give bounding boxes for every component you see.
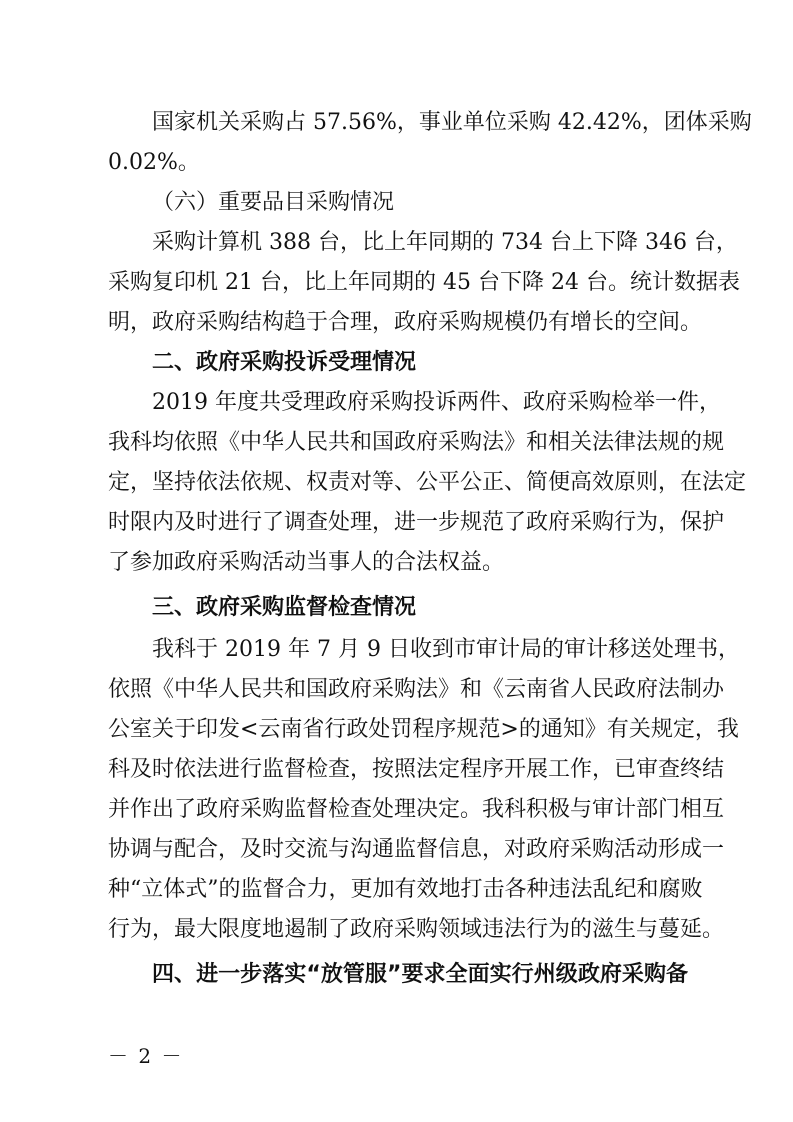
paragraph-line: 采购复印机 21 台，比上年同期的 45 台下降 24 台。统计数据表 (108, 270, 740, 295)
section-heading: 四、进一步落实“放管服”要求全面实行州级政府采购备 (152, 962, 688, 987)
paragraph-line: 明，政府采购结构趋于合理，政府采购规模仍有增长的空间。 (108, 310, 703, 335)
paragraph-line: 了参加政府采购活动当事人的合法权益。 (108, 550, 505, 575)
paragraph-line: 定，坚持依法依规、权责对等、公平公正、简便高效原则，在法定 (108, 470, 747, 495)
paragraph-line: 时限内及时进行了调查处理，进一步规范了政府采购行为，保护 (108, 510, 725, 535)
paragraph-line: 科及时依法进行监督检查，按照法定程序开展工作，已审查终结 (108, 757, 725, 782)
paragraph-line: 采购计算机 388 台，比上年同期的 734 台上下降 346 台， (152, 230, 738, 255)
paragraph-line: 协调与配合，及时交流与沟通监督信息，对政府采购活动形成一 (108, 837, 725, 862)
paragraph-line: 公室关于印发<云南省行政处罚程序规范>的通知》有关规定，我 (108, 717, 739, 742)
section-heading: 三、政府采购监督检查情况 (152, 595, 417, 620)
paragraph-line: 种“立体式”的监督合力，更加有效地打击各种违法乱纪和腐败 (108, 877, 703, 902)
paragraph-line: 0.02%。 (108, 150, 200, 175)
paragraph-line: 我科于 2019 年 7 月 9 日收到市审计局的审计移送处理书， (152, 637, 740, 662)
page-number: － 2 － (108, 1044, 184, 1068)
paragraph-line: 我科均依照《中华人民共和国政府采购法》和相关法律法规的规 (108, 430, 725, 455)
section-heading: 二、政府采购投诉受理情况 (152, 350, 417, 375)
paragraph-line: 行为，最大限度地遏制了政府采购领域违法行为的滋生与蔓延。 (108, 917, 725, 942)
paragraph-line: 并作出了政府采购监督检查处理决定。我科积极与审计部门相互 (108, 797, 725, 822)
subsection-heading: （六）重要品目采购情况 (152, 190, 395, 215)
paragraph-line: 依照《中华人民共和国政府采购法》和《云南省人民政府法制办 (108, 677, 725, 702)
paragraph-line: 2019 年度共受理政府采购投诉两件、政府采购检举一件， (152, 390, 721, 415)
paragraph-line: 国家机关采购占 57.56%，事业单位采购 42.42%，团体采购 (152, 110, 752, 135)
